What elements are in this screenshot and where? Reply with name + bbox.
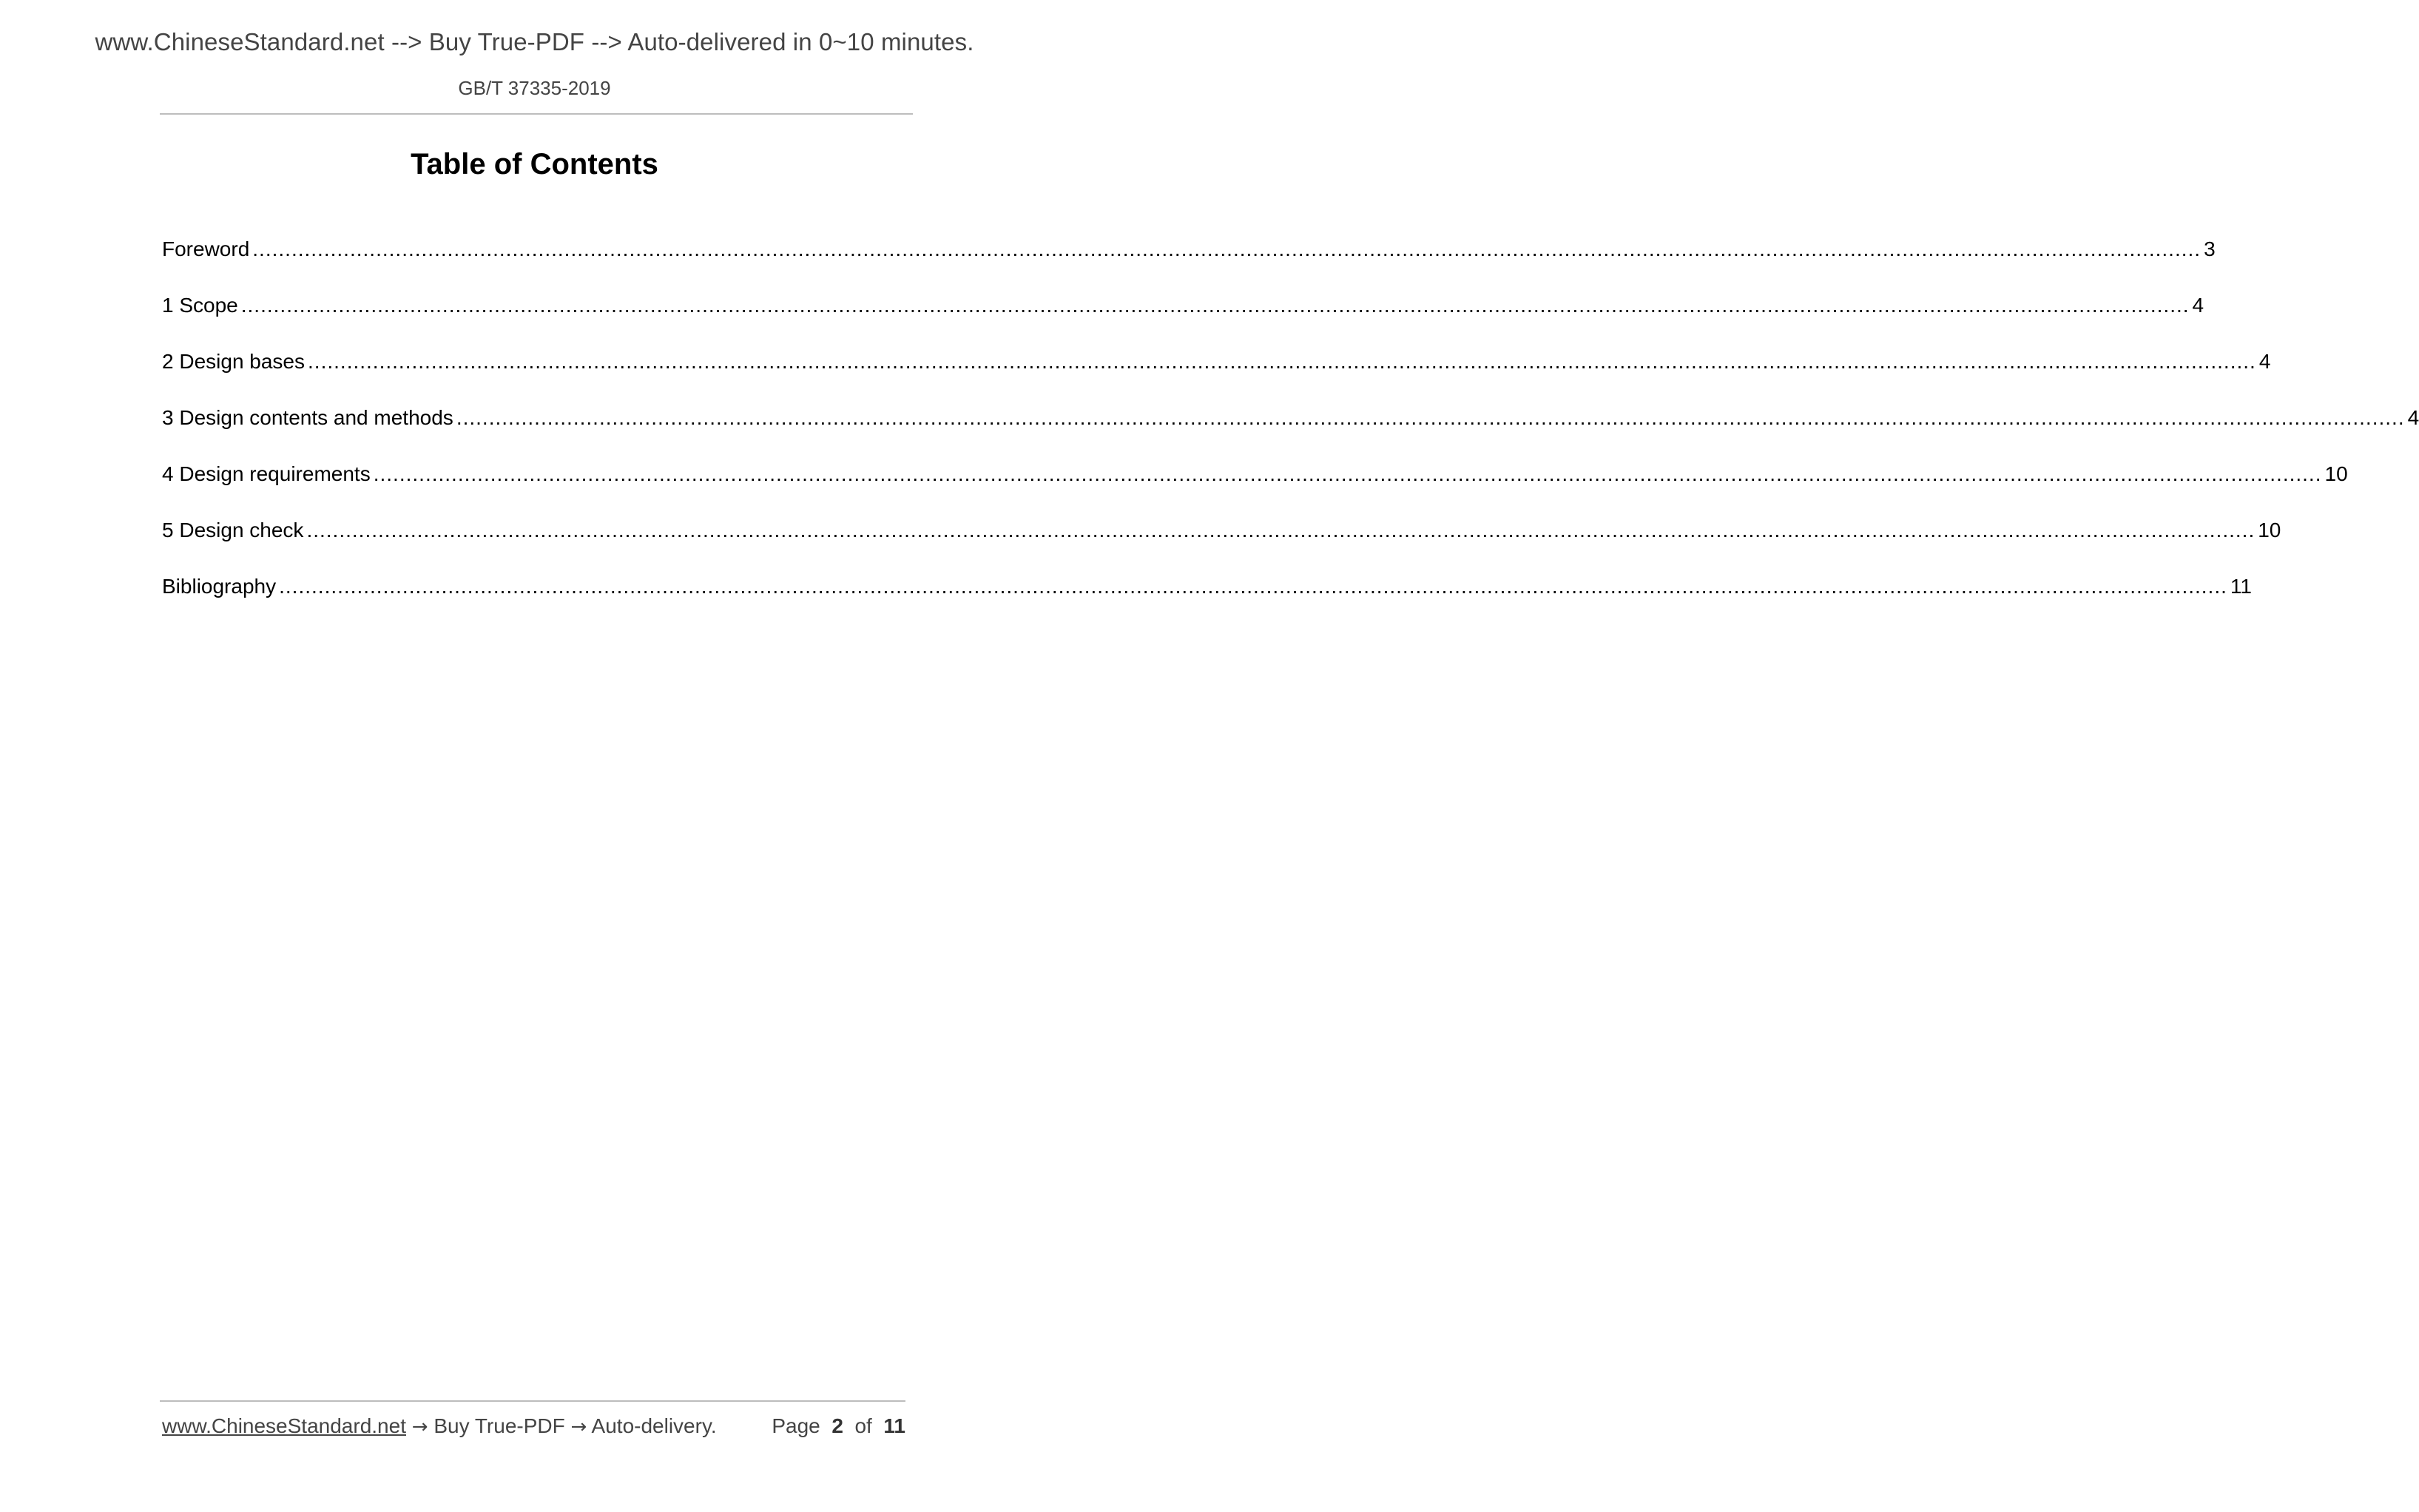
dot-leader: ............................................................................................................................................................................................................................................................................................................ — [308, 350, 2256, 373]
total-pages: 11 — [883, 1414, 905, 1437]
toc-entry-design-contents[interactable] — [162, 404, 2419, 432]
dot-leader: ............................................................................................................................................................................................................................................................................................................ — [279, 575, 2227, 598]
toc-entry-label: Bibliography — [162, 575, 277, 598]
footer-divider — [160, 1400, 905, 1402]
toc-entry-design-check[interactable] — [162, 516, 2281, 544]
dot-leader: ............................................................................................................................................................................................................................................................................................................ — [252, 237, 2202, 260]
toc-entry-label: 4 Design requirements — [162, 462, 371, 485]
footer-site-link[interactable]: www.ChineseStandard.net — [162, 1414, 406, 1437]
toc-entry-label: 5 Design check — [162, 519, 304, 541]
toc-entry-page: 10 — [2258, 519, 2281, 541]
toc-entry-label: 3 Design contents and methods — [162, 406, 453, 429]
current-page: 2 — [831, 1414, 843, 1437]
toc-entry-design-bases[interactable] — [162, 348, 2271, 376]
toc-entry-page: 4 — [2192, 294, 2204, 317]
toc-entry-page: 4 — [2407, 406, 2419, 429]
footer-delivery-text: Auto-delivery. — [591, 1414, 717, 1437]
page-number — [772, 1414, 905, 1438]
arrow-right-icon: → — [411, 1416, 428, 1438]
header-divider — [160, 113, 913, 115]
toc-entry-label: 2 Design bases — [162, 350, 306, 373]
dot-leader: ............................................................................................................................................................................................................................................................................................................ — [240, 294, 2190, 317]
table-of-contents — [162, 235, 2419, 629]
toc-entry-page: 3 — [2204, 237, 2216, 260]
toc-entry-design-requirements[interactable] — [162, 460, 2348, 488]
footer-buy-text: Buy True-PDF — [433, 1414, 565, 1437]
document-id: GB/T 37335-2019 — [458, 77, 611, 99]
arrow-right-icon: → — [570, 1416, 587, 1438]
of-word: of — [854, 1414, 872, 1437]
dot-leader: ............................................................................................................................................................................................................................................................................................................ — [456, 406, 2405, 429]
toc-entry-foreword[interactable] — [162, 235, 2216, 263]
dot-leader: ............................................................................................................................................................................................................................................................................................................ — [373, 462, 2322, 485]
toc-entry-page: 10 — [2324, 462, 2348, 485]
top-banner: www.ChineseStandard.net --> Buy True-PDF --> Auto-delivered in 0~10 minutes. — [95, 28, 974, 55]
toc-entry-label: 1 Scope — [162, 294, 238, 317]
toc-entry-bibliography[interactable] — [162, 573, 2252, 601]
page-title: Table of Contents — [411, 148, 658, 180]
toc-entry-page: 4 — [2258, 350, 2271, 373]
toc-entry-page: 11 — [2230, 575, 2252, 598]
footer-promo — [162, 1414, 717, 1438]
page-word: Page — [772, 1414, 820, 1437]
toc-entry-scope[interactable] — [162, 291, 2204, 320]
dot-leader: ............................................................................................................................................................................................................................................................................................................ — [306, 519, 2256, 541]
toc-entry-label: Foreword — [162, 237, 250, 260]
